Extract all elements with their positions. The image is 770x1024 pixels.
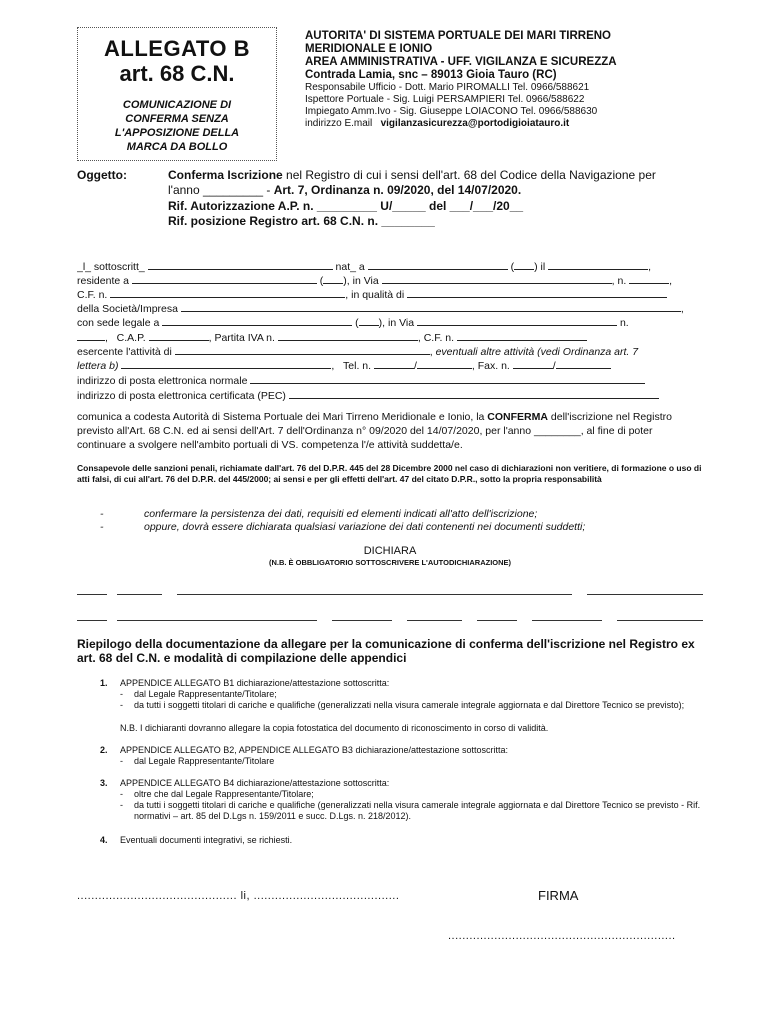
label: Tel. n. bbox=[343, 360, 372, 372]
declaration-line[interactable] bbox=[77, 594, 703, 595]
oggetto-label: Oggetto: bbox=[77, 168, 127, 182]
oggetto-bold: Art. 7, Ordinanza n. 09/2020, del 14/07/2020. bbox=[273, 183, 522, 197]
street-field[interactable] bbox=[382, 273, 612, 284]
dichiara-note: (N.B. È OBBLIGATORIO SOTTOSCRIVERE L'AUTODICHIARAZIONE) bbox=[268, 558, 512, 567]
authority-contact: Ispettore Portuale - Sig. Luigi PERSAMPIERI Tel. 0966/588622 bbox=[305, 94, 585, 105]
item-number: 2. bbox=[100, 745, 108, 755]
company-field[interactable] bbox=[181, 301, 681, 312]
form-row-sede: con sede legale a ( ), in Via n. bbox=[77, 317, 629, 329]
item-title-bold: APPENDICE ALLEGATO B2, APPENDICE ALLEGATO B3 bbox=[120, 745, 353, 755]
label: della Società/Impresa bbox=[77, 303, 178, 315]
oggetto-bold: Conferma Iscrizione bbox=[168, 168, 283, 182]
item-sub-text: oltre che dal Legale Rappresentante/Titolare; bbox=[134, 789, 314, 799]
item-sub-text: da tutti i soggetti titolari di cariche e qualifiche (generalizzati nella visura camerale integrale aggiornata e dal Direttore Tecnico se previsto); bbox=[134, 700, 685, 710]
residence-field[interactable] bbox=[132, 273, 317, 284]
label: C.F. n. bbox=[423, 332, 455, 344]
item-sub-text: da tutti i soggetti titolari di cariche e qualifiche (generalizzati nella visura camerale integrale aggiornata e dal Direttore Tecnico se previsto - Rif. normativi – art. 85 del D.Lgs n. 159/2011 e succ. D.Lgs. n. 218/2012). bbox=[134, 800, 701, 821]
item-number: 4. bbox=[100, 835, 108, 845]
authority-contact: Responsabile Ufficio - Dott. Mario PIROMALLI Tel. 0966/588621 bbox=[305, 82, 590, 93]
allegato-article: art. 68 C.N. bbox=[119, 61, 235, 86]
allegato-subtitle-line: MARCA DA BOLLO bbox=[126, 141, 228, 153]
email-link[interactable]: vigilanzasicurezza@portodigioiatauro.it bbox=[380, 118, 570, 129]
authority-email-row bbox=[305, 118, 617, 130]
number-field[interactable] bbox=[629, 273, 669, 284]
authority-area: AREA AMMINISTRATIVA - UFF. VIGILANZA E SICUREZZA bbox=[305, 56, 617, 68]
label: il bbox=[540, 261, 546, 273]
item-title-rest: dichiarazione/attestazione sottoscritta: bbox=[352, 745, 509, 755]
label: indirizzo di posta elettronica normale bbox=[77, 375, 248, 387]
allegato-subtitle-line: L'APPOSIZIONE DELLA bbox=[114, 127, 240, 139]
birthdate-field[interactable] bbox=[548, 259, 648, 270]
province-field[interactable] bbox=[323, 273, 343, 284]
form-row-lettera: lettera b) , Tel. n. / , Fax. n. / bbox=[77, 358, 703, 373]
bullet-text: oppure, dovrà essere dichiarata qualsiasi variazione dei dati contenenti nei documenti suddetti; bbox=[144, 521, 586, 533]
authority-name: AUTORITA' DI SISTEMA PORTUALE DEI MARI TIRRENO bbox=[305, 30, 611, 42]
label: in Via bbox=[388, 317, 415, 329]
place-date-field[interactable]: ............................................. li, ......................................... bbox=[77, 890, 400, 902]
item-number: 1. bbox=[100, 678, 108, 688]
riepilogo-title: Riepilogo della documentazione da allegare per la comunicazione di conferma dell'iscrizione nel Registro ex art. 68 del C.N. e modalità di compilazione delle appendici bbox=[77, 637, 695, 665]
label: Fax. n. bbox=[477, 360, 510, 372]
item-title bbox=[120, 678, 710, 689]
authority-header bbox=[305, 30, 617, 130]
city-field[interactable] bbox=[162, 315, 352, 326]
oggetto-text: l'anno _________ - bbox=[168, 183, 274, 197]
bullet-text: confermare la persistenza dei dati, requisiti ed elementi indicati all'atto dell'iscrizione; bbox=[144, 508, 538, 520]
item-title-bold: APPENDICE ALLEGATO B1 bbox=[120, 678, 235, 688]
label: eventuali altre attività (vedi Ordinanza art. 7 bbox=[435, 346, 639, 358]
phone-field[interactable] bbox=[417, 358, 472, 369]
label: C.F. n. bbox=[77, 289, 108, 301]
label: indirizzo di posta elettronica certificata (PEC) bbox=[77, 390, 286, 402]
item-title bbox=[120, 745, 710, 756]
item-title bbox=[120, 778, 710, 789]
label: in qualità di bbox=[351, 289, 405, 301]
province-field[interactable] bbox=[359, 315, 379, 326]
allegato-subtitle-line: COMUNICAZIONE DI bbox=[122, 99, 232, 111]
item-title-rest: dichiarazione/attestazione sottoscritta: bbox=[234, 678, 390, 688]
label: lettera b) bbox=[77, 360, 119, 372]
allegato-subtitle-line: CONFERMA SENZA bbox=[125, 113, 229, 125]
label: in Via bbox=[352, 275, 379, 287]
authority-name-cont: MERIDIONALE E IONIO bbox=[305, 43, 433, 55]
pec-field[interactable] bbox=[289, 388, 659, 399]
text: comunica a codesta Autorità di Sistema Portuale dei Mari Tirreno Meridionale e Ionio, la bbox=[77, 411, 488, 423]
cf-field[interactable] bbox=[110, 287, 345, 298]
cap-field[interactable] bbox=[149, 330, 209, 341]
form-row-residente: residente a ( ), in Via , n. , bbox=[77, 275, 673, 287]
item-title-bold: APPENDICE ALLEGATO B4 bbox=[120, 778, 235, 788]
item-sub-text: dal Legale Rappresentante/Titolare bbox=[134, 756, 275, 766]
vat-field[interactable] bbox=[278, 330, 418, 341]
authority-address: Contrada Lamia, snc – 89013 Gioia Tauro (RC) bbox=[305, 69, 557, 81]
item-sub: - oltre che dal Legale Rappresentante/Titolare; bbox=[120, 789, 314, 799]
dichiara-title: DICHIARA bbox=[363, 545, 417, 557]
form-row-pec bbox=[77, 388, 703, 403]
phone-prefix-field[interactable] bbox=[374, 358, 414, 369]
fax-field[interactable] bbox=[556, 358, 611, 369]
oggetto-text: nel Registro di cui i sensi dell'art. 68 del Codice della Navigazione per bbox=[282, 168, 656, 182]
label: n. bbox=[619, 317, 629, 329]
company-cf-field[interactable] bbox=[457, 330, 587, 341]
label: con sede legale a bbox=[77, 317, 160, 329]
item-sub-text: dal Legale Rappresentante/Titolare; bbox=[134, 689, 277, 699]
item-sub: - da tutti i soggetti titolari di cariche e qualifiche (generalizzati nella visura camerale integrale aggiornata e dal Direttore Tecnico se previsto); bbox=[120, 700, 710, 711]
province-field[interactable] bbox=[514, 259, 534, 270]
label: nat_ a bbox=[335, 261, 365, 273]
comunica-paragraph bbox=[77, 410, 703, 452]
allegato-title: ALLEGATO B bbox=[104, 36, 250, 61]
street-field[interactable] bbox=[417, 315, 617, 326]
label: residente a bbox=[77, 275, 129, 287]
email-label: indirizzo E.mail bbox=[305, 118, 373, 129]
bullet-item: - oppure, dovrà essere dichiarata qualsiasi variazione dei dati contenenti nei documenti suddetti; bbox=[100, 521, 586, 533]
item-title-rest: dichiarazione/attestazione sottoscritta: bbox=[234, 778, 390, 788]
oggetto-line-2 bbox=[168, 183, 521, 197]
signature-field[interactable]: ................................................................ bbox=[448, 930, 676, 942]
role-field[interactable] bbox=[407, 287, 667, 298]
birthplace-field[interactable] bbox=[368, 259, 508, 270]
name-field[interactable] bbox=[148, 259, 333, 270]
allegato-box bbox=[77, 27, 277, 161]
item-note: N.B. I dichiaranti dovranno allegare la copia fotostatica del documento di riconoscimento in corso di validità. bbox=[120, 723, 549, 733]
label: _l_ sottoscritt_ bbox=[77, 261, 145, 273]
number-field[interactable] bbox=[77, 330, 105, 341]
text-bold: CONFERMA bbox=[487, 411, 548, 423]
authority-contact: Impiegato Amm.Ivo - Sig. Giuseppe LOIACONO Tel. 0966/588630 bbox=[305, 106, 598, 117]
label: Partita IVA n. bbox=[214, 332, 275, 344]
text: dell'iscrizione nel Registro previsto all'Art. 68 C.N. ed ai sensi dell'Art. 7 dell'Ordinanza n° 09/2020 del 14/07/2020, per l'anno ________, al fine di poter continuare a svolgere nell'ambito portuali di VS. competenza l'/e attività suddetta/e. bbox=[77, 411, 672, 451]
activity-field[interactable] bbox=[175, 344, 430, 355]
other-activity-field[interactable] bbox=[121, 358, 331, 369]
oggetto-line-1 bbox=[168, 168, 656, 182]
declaration-line[interactable] bbox=[77, 620, 703, 621]
label: C.A.P. bbox=[116, 332, 146, 344]
form-row-societa: della Società/Impresa , bbox=[77, 303, 684, 315]
consapevole-paragraph: Consapevole delle sanzioni penali, richiamate dall'art. 76 del D.P.R. 445 del 28 Dicembre 2000 nel caso di dichiarazioni non veritiere, di formazione o uso di atti falsi, di cui all'art. 76 del D.P.R. del 445/2000; ai sensi e per gli effetti dell'art. 47 del citato D.P.R., sotto la propria responsabilità bbox=[77, 463, 702, 484]
firma-label: FIRMA bbox=[538, 888, 579, 903]
email-field[interactable] bbox=[250, 373, 645, 384]
oggetto-rif-autorizzazione: Rif. Autorizzazione A.P. n. _________ U/_____ del ___/___/20__ bbox=[168, 199, 524, 213]
form-row-email bbox=[77, 373, 703, 388]
form-row-cap: , C.A.P. , Partita IVA n. , C.F. n. bbox=[77, 330, 703, 345]
item-sub: - da tutti i soggetti titolari di cariche e qualifiche (generalizzati nella visura camerale integrale aggiornata e dal Direttore Tecnico se previsto - Rif. normativi – art. 85 del D.Lgs n. 159/2011 e succ. D.Lgs. n. 218/2012). bbox=[120, 800, 710, 822]
form-row-cf: C.F. n. , in qualità di bbox=[77, 287, 703, 302]
bullet-item: - confermare la persistenza dei dati, requisiti ed elementi indicati all'atto dell'iscrizione; bbox=[100, 508, 538, 520]
oggetto-rif-posizione: Rif. posizione Registro art. 68 C.N. n. ________ bbox=[168, 214, 435, 228]
form-row-esercente: esercente l'attività di , eventuali altre attività (vedi Ordinanza art. 7 bbox=[77, 346, 639, 358]
form-row-sottoscritto: _l_ sottoscritt_ nat_ a ( ) il , bbox=[77, 261, 652, 273]
item-sub: - dal Legale Rappresentante/Titolare; bbox=[120, 689, 277, 699]
item-number: 3. bbox=[100, 778, 108, 788]
item-sub: - dal Legale Rappresentante/Titolare bbox=[120, 756, 275, 766]
fax-prefix-field[interactable] bbox=[513, 358, 553, 369]
item-title: Eventuali documenti integrativi, se richiesti. bbox=[120, 835, 293, 845]
label: n. bbox=[617, 275, 627, 287]
label: esercente l'attività di bbox=[77, 346, 172, 358]
